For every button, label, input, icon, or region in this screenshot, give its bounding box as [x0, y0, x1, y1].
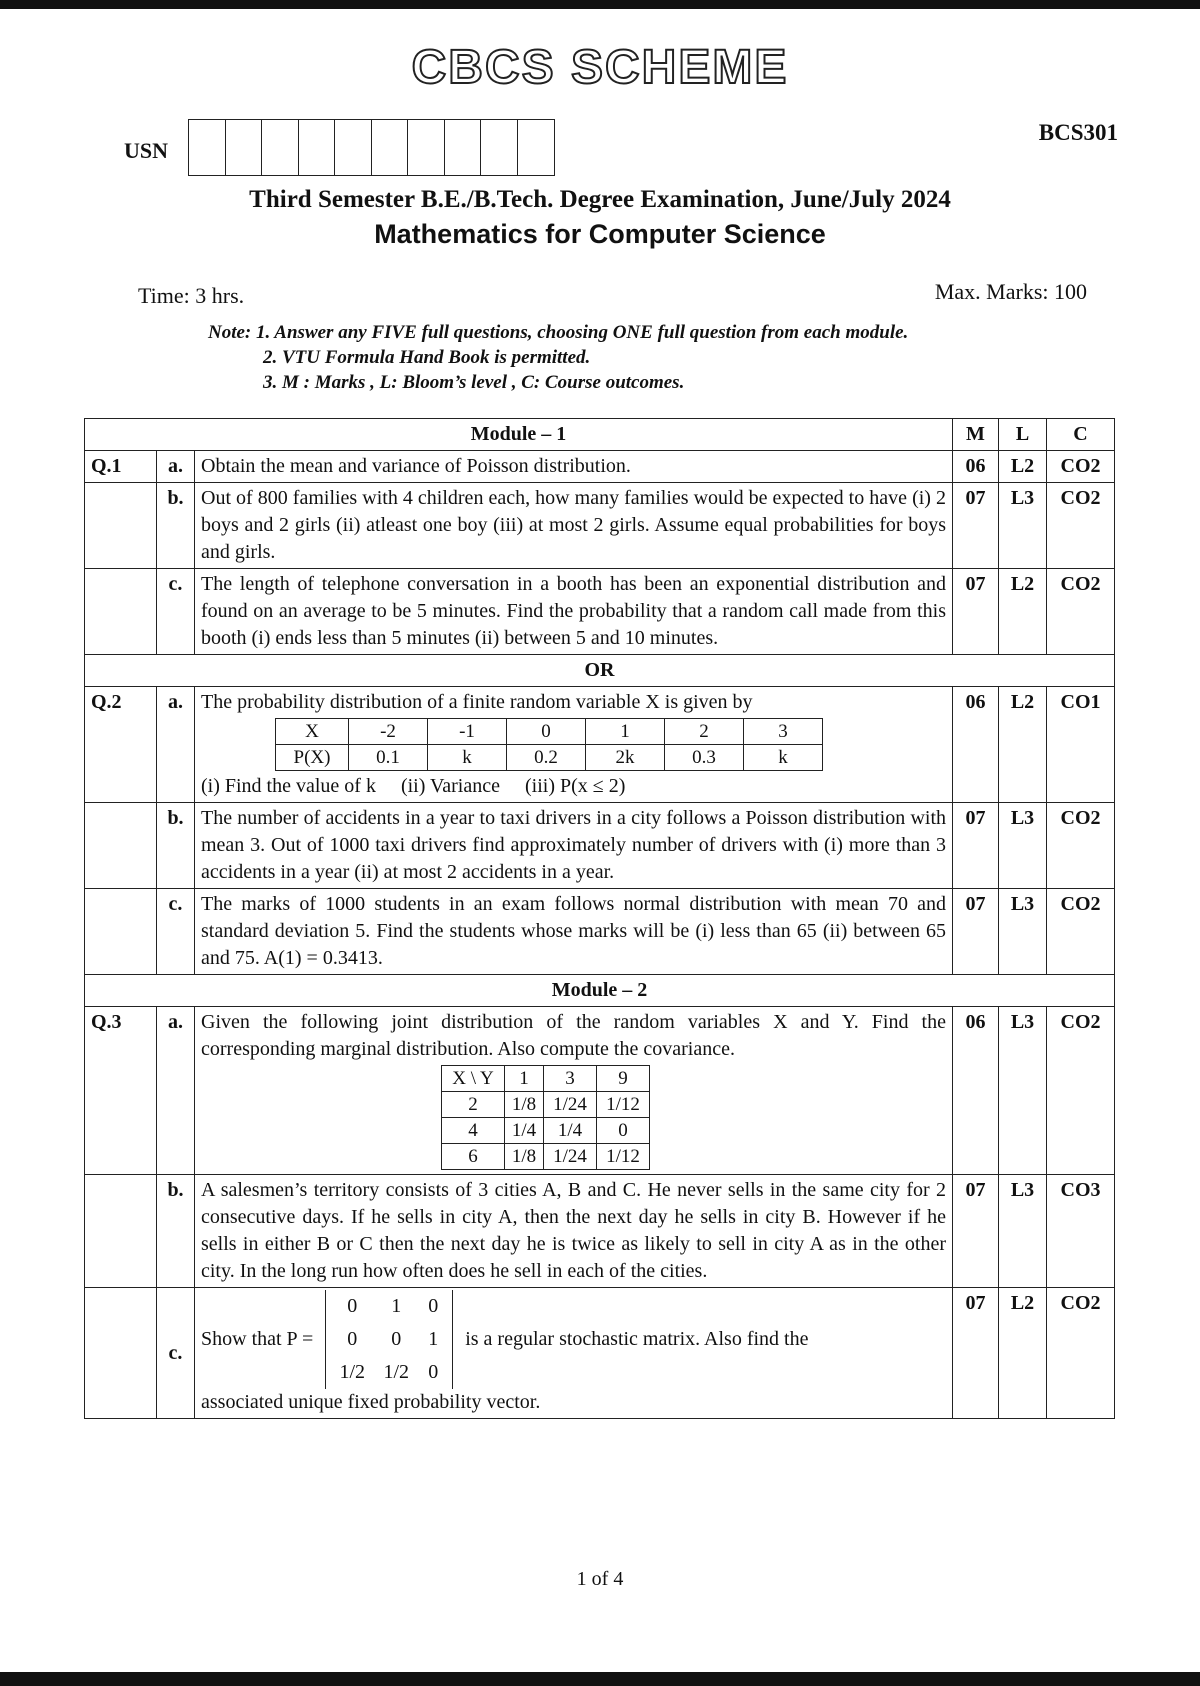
table-cell: 1/24 [544, 1092, 597, 1118]
note-2: 2. VTU Formula Hand Book is permitted. [263, 347, 591, 368]
module-1-heading: Module – 1 [85, 419, 953, 451]
question-text [195, 687, 953, 803]
table-cell: 1/24 [544, 1144, 597, 1170]
exam-title: Third Semester B.E./B.Tech. Degree Examination, June/July 2024 [249, 186, 951, 213]
table-cell: 0.3 [665, 745, 744, 771]
table-cell: 6 [442, 1144, 505, 1170]
usn-label: USN [124, 138, 169, 163]
marks: 07 [953, 803, 999, 889]
blooms-level: L2 [999, 1288, 1047, 1419]
question-parts: (i) Find the value of k (ii) Variance (iii) P(x ≤ 2) [201, 775, 626, 797]
blooms-level: L2 [999, 687, 1047, 803]
question-lead: Show that P = [201, 1328, 314, 1350]
marks: 06 [953, 1007, 999, 1175]
course-outcome: CO3 [1047, 1175, 1115, 1288]
course-outcome: CO2 [1047, 451, 1115, 483]
question-lead: Given the following joint distribution of the random variables X and Y. Find the corresponding marginal distribution. Also compute the covariance. [201, 1011, 946, 1060]
question-tail-2: associated unique fixed probability vector. [201, 1391, 541, 1413]
matrix-entry: 0 [428, 1295, 439, 1317]
scheme-logo: CBCS SCHEME [411, 41, 789, 94]
note-1: Note: 1. Answer any FIVE full questions, choosing ONE full question from each module. [208, 322, 909, 343]
matrix-statement [201, 1290, 946, 1389]
marks: 07 [953, 569, 999, 655]
subpart-label: b. [157, 1175, 195, 1288]
table-row [85, 451, 1115, 483]
matrix-entry: 1/2 [339, 1361, 365, 1383]
table-row [85, 803, 1115, 889]
matrix-entry: 0 [347, 1295, 358, 1317]
matrix-entry: 0 [428, 1361, 439, 1383]
subpart-label: c. [157, 1288, 195, 1419]
usn-box [518, 120, 555, 175]
blooms-level: L3 [999, 889, 1047, 975]
empty-cell [85, 803, 157, 889]
table-row [85, 569, 1115, 655]
course-outcome: CO2 [1047, 1007, 1115, 1175]
usn-box [299, 120, 336, 175]
module-2-heading: Module – 2 [85, 975, 1115, 1007]
course-outcome: CO2 [1047, 483, 1115, 569]
course-outcome: CO2 [1047, 1288, 1115, 1419]
table-cell: 2k [586, 745, 665, 771]
table-cell: 1/8 [505, 1092, 544, 1118]
table-cell: X \ Y [442, 1066, 505, 1092]
exam-time: Time: 3 hrs. [138, 283, 245, 308]
col-m-header: M [953, 419, 999, 451]
joint-distribution-table [441, 1065, 650, 1170]
marks: 06 [953, 451, 999, 483]
table-row [85, 1007, 1115, 1175]
table-cell: 0.2 [507, 745, 586, 771]
blooms-level: L3 [999, 803, 1047, 889]
table-cell: 9 [597, 1066, 650, 1092]
usn-box [335, 120, 372, 175]
blooms-level: L2 [999, 569, 1047, 655]
table-row [85, 1288, 1115, 1419]
module-header-row [85, 419, 1115, 451]
empty-cell [85, 1175, 157, 1288]
table-cell: 4 [442, 1118, 505, 1144]
module-row [85, 975, 1115, 1007]
stochastic-matrix [325, 1290, 453, 1389]
paper-code: BCS301 [1038, 120, 1118, 145]
table-cell: 0.1 [349, 745, 428, 771]
question-number: Q.1 [85, 451, 157, 483]
empty-cell [85, 889, 157, 975]
table-row [85, 1175, 1115, 1288]
question-text: Obtain the mean and variance of Poisson distribution. [195, 451, 953, 483]
question-text [195, 1288, 953, 1419]
blooms-level: L3 [999, 1175, 1047, 1288]
table-cell: -1 [428, 719, 507, 745]
subpart-label: c. [157, 889, 195, 975]
course-outcome: CO2 [1047, 569, 1115, 655]
subpart-label: b. [157, 803, 195, 889]
question-text: The number of accidents in a year to taxi drivers in a city follows a Poisson distribution with mean 3. Out of 1000 taxi drivers find approximately number of drivers with (i) more than 3 accidents in a year (ii) at most 2 accidents in a year. [195, 803, 953, 889]
matrix-entry: 1 [391, 1295, 402, 1317]
table-cell: X [276, 719, 349, 745]
subject-title: Mathematics for Computer Science [374, 219, 826, 249]
max-marks: Max. Marks: 100 [934, 279, 1087, 304]
table-cell: -2 [349, 719, 428, 745]
instructions [208, 320, 908, 395]
course-outcome: CO2 [1047, 803, 1115, 889]
matrix-entry: 0 [391, 1328, 402, 1350]
subpart-label: a. [157, 687, 195, 803]
table-cell: k [744, 745, 823, 771]
marks: 07 [953, 483, 999, 569]
col-c-header: C [1047, 419, 1115, 451]
usn-boxes [188, 119, 555, 176]
or-row [85, 655, 1115, 687]
question-text: The length of telephone conversation in a booth has been an exponential distribution and found on an average to be 5 minutes. Find the probability that a random call made from this booth (i) ends less than 5 minutes (ii) between 5 and 10 minutes. [195, 569, 953, 655]
usn-box [372, 120, 409, 175]
or-divider: OR [85, 655, 1115, 687]
empty-cell [85, 1288, 157, 1419]
usn-box [262, 120, 299, 175]
marks: 06 [953, 687, 999, 803]
table-cell: 0 [597, 1118, 650, 1144]
question-tail: is a regular stochastic matrix. Also find the [465, 1328, 809, 1350]
subpart-label: a. [157, 1007, 195, 1175]
usn-box [408, 120, 445, 175]
matrix-entry: 1/2 [383, 1361, 409, 1383]
usn-box [226, 120, 263, 175]
blooms-level: L2 [999, 451, 1047, 483]
subpart-label: a. [157, 451, 195, 483]
table-cell: 1/12 [597, 1144, 650, 1170]
matrix-entry: 0 [347, 1328, 358, 1350]
usn-box [445, 120, 482, 175]
table-cell: 2 [665, 719, 744, 745]
matrix-entry: 1 [428, 1328, 439, 1350]
note-3: 3. M : Marks , L: Bloom’s level , C: Course outcomes. [263, 372, 685, 393]
question-text: The marks of 1000 students in an exam follows normal distribution with mean 70 and standard deviation 5. Find the students whose marks will be (i) less than 65 (ii) between 65 and 75. A(1) = 0.3413. [195, 889, 953, 975]
table-row [85, 483, 1115, 569]
bottom-border [0, 1672, 1200, 1686]
table-row [85, 687, 1115, 803]
table-cell: P(X) [276, 745, 349, 771]
question-number: Q.2 [85, 687, 157, 803]
probability-table [275, 718, 823, 771]
table-cell: 1/12 [597, 1092, 650, 1118]
empty-cell [85, 483, 157, 569]
usn-box [481, 120, 518, 175]
page-number: 1 of 4 [576, 1568, 624, 1590]
col-l-header: L [999, 419, 1047, 451]
question-text [195, 1007, 953, 1175]
table-cell: 1/4 [505, 1118, 544, 1144]
table-cell: 1 [505, 1066, 544, 1092]
question-lead: The probability distribution of a finite random variable X is given by [201, 691, 753, 713]
course-outcome: CO2 [1047, 889, 1115, 975]
marks: 07 [953, 1288, 999, 1419]
table-cell: k [428, 745, 507, 771]
question-text: Out of 800 families with 4 children each, how many families would be expected to have (i) 2 boys and 2 girls (ii) atleast one boy (iii) at most 2 girls. Assume equal probabilities for boys and girls. [195, 483, 953, 569]
table-row [85, 889, 1115, 975]
table-cell: 0 [507, 719, 586, 745]
table-cell: 3 [544, 1066, 597, 1092]
subpart-label: b. [157, 483, 195, 569]
subpart-label: c. [157, 569, 195, 655]
question-number: Q.3 [85, 1007, 157, 1175]
table-cell: 2 [442, 1092, 505, 1118]
blooms-level: L3 [999, 1007, 1047, 1175]
course-outcome: CO1 [1047, 687, 1115, 803]
usn-box [189, 120, 226, 175]
table-cell: 1 [586, 719, 665, 745]
table-cell: 1/4 [544, 1118, 597, 1144]
question-text: A salesmen’s territory consists of 3 cities A, B and C. He never sells in the same city for 2 consecutive days. If he sells in city A, then the next day he sells in city B. However if he sells in either B or C then the next day he is twice as likely to sell in city A as in the other city. In the long run how often does he sell in each of the cities. [195, 1175, 953, 1288]
table-cell: 3 [744, 719, 823, 745]
blooms-level: L3 [999, 483, 1047, 569]
table-cell: 1/8 [505, 1144, 544, 1170]
top-border [0, 0, 1200, 9]
empty-cell [85, 569, 157, 655]
question-table [84, 418, 1115, 1419]
marks: 07 [953, 1175, 999, 1288]
marks: 07 [953, 889, 999, 975]
